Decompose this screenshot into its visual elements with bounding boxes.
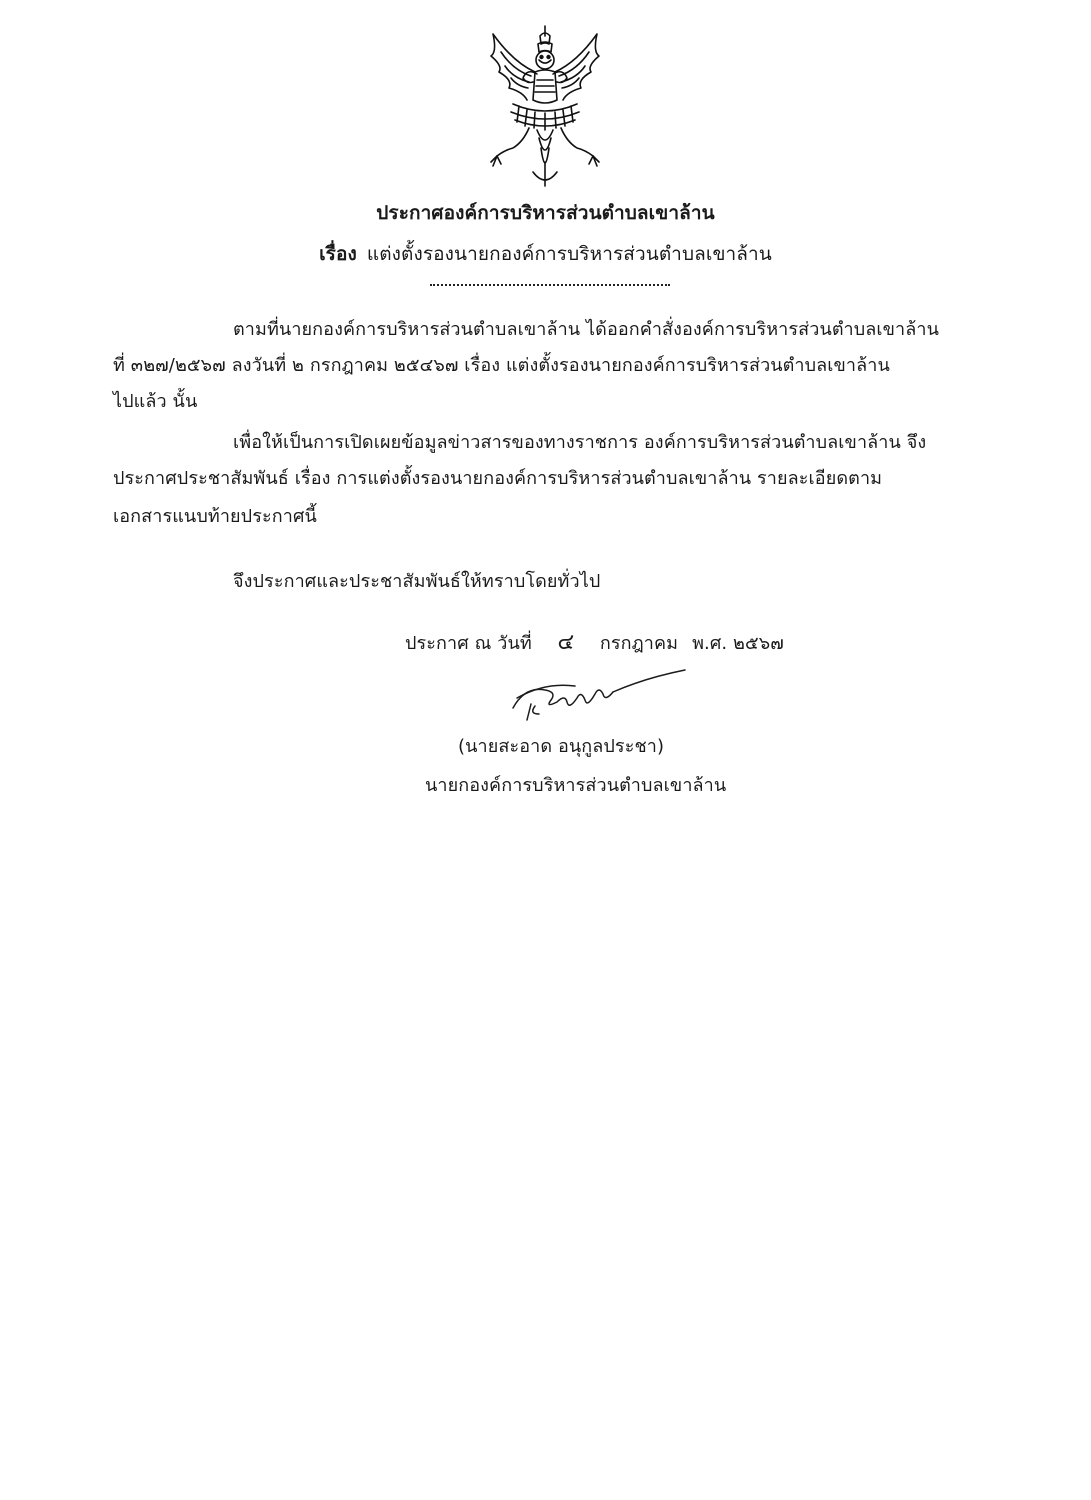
paragraph-1-line-1: ตามที่นายกองค์การบริหารส่วนตำบลเขาล้าน ได้ออกคำสั่งองค์การบริหารส่วนตำบลเขาล้าน	[233, 319, 940, 340]
date-year: พ.ศ. ๒๕๖๗	[692, 633, 784, 654]
handwritten-signature-icon	[505, 664, 690, 724]
paragraph-2-line-3: เอกสารแนบท้ายประกาศนี้	[113, 506, 317, 527]
subject-label: เรื่อง	[319, 243, 357, 265]
paragraph-1-line-2: ที่ ๓๒๗/๒๕๖๗ ลงวันที่ ๒ กรกฎาคม ๒๕๔๖๗ เรื่อง แต่งตั้งรองนายกองค์การบริหารส่วนตำบลเขาล้าน	[113, 355, 890, 376]
signer-name: (นายสะอาด อนุกูลประชา)	[458, 736, 665, 757]
page-title: ประกาศองค์การบริหารส่วนตำบลเขาล้าน	[376, 202, 715, 224]
signer-position: นายกองค์การบริหารส่วนตำบลเขาล้าน	[425, 775, 727, 796]
dotted-divider	[430, 284, 670, 286]
announcement-date	[405, 631, 798, 656]
date-day: ๔	[557, 630, 575, 655]
closing-statement: จึงประกาศและประชาสัมพันธ์ให้ทราบโดยทั่วไป	[233, 571, 601, 592]
date-prefix: ประกาศ ณ วันที่	[405, 633, 532, 654]
paragraph-1-line-3: ไปแล้ว นั้น	[113, 391, 198, 412]
subject-text: แต่งตั้งรองนายกองค์การบริหารส่วนตำบลเขาล้าน	[366, 243, 772, 265]
paragraph-2-line-1: เพื่อให้เป็นการเปิดเผยข้อมูลข่าวสารของทางราชการ องค์การบริหารส่วนตำบลเขาล้าน จึง	[233, 432, 927, 453]
date-month: กรกฎาคม	[599, 633, 679, 654]
subject-line	[0, 242, 1091, 266]
paragraph-2-line-2: ประกาศประชาสัมพันธ์ เรื่อง การแต่งตั้งรองนายกองค์การบริหารส่วนตำบลเขาล้าน รายละเอียดตาม	[113, 468, 883, 489]
garuda-emblem-icon	[483, 22, 608, 190]
